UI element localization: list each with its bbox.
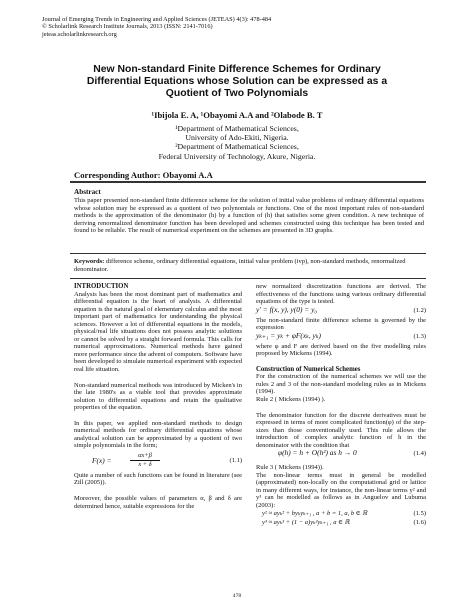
abstract-top-rule [70,181,426,183]
equation: y³ ≈ ayₖ³ + (1 − a)yₖ²yₖ₊₁ , a ∈ ℝ [262,518,350,526]
keywords [74,258,424,273]
equation-number: (1.6) [413,518,426,526]
equation-number: (1.1) [229,456,242,464]
page-number: 478 [232,593,242,599]
paragraph: Quite a number of such functions can be found in literature (see Zill (2005)). [74,471,242,487]
title-line: New Non-standard Finite Difference Schemes for Ordinary [93,64,381,75]
equation-1-1 [74,452,242,472]
equation: y² ≈ ayₖ² + byₖyₖ₊₁ , a + b = 1, a, b ∈ ℝ [262,509,368,517]
equation-1-2 [256,306,426,317]
keywords-text: difference scheme, ordinary differential equations, initial value problem (ivp), non-standard methods, renormalized denominator. [74,258,406,273]
eq-denominator: x + δ [138,460,152,468]
rule-label: Rule 3 ( Mickens (1994)). [256,464,324,472]
equation-1-3 [256,332,426,343]
keywords-label: Keywords: [74,258,105,265]
journal-header [42,16,442,38]
equation-number: (1.3) [413,332,426,340]
title-line: Quotient of Two Polynomials [165,88,309,99]
equation-1-6 [256,519,426,528]
paragraph: The denominator function for the discrete derivatives must be expressed in terms of more complicated function(φ) of the step-sizes than those conventionally used. This rule allows the introduction of complex analytic function of h in the denominator with the condition that [256,411,426,449]
section-heading: INTRODUCTION [74,283,129,290]
equation-number: (1.4) [413,450,426,458]
paragraph: new normalized discretization functions are derived. The effectiveness of the functions using various ordinary differential equations of the type is tested. [256,283,426,306]
paper-title [50,64,424,100]
left-column [74,283,242,510]
paragraph: where φ and F are derived based on the five modelling rules proposed by Mickens (1994). [256,342,426,358]
paragraph: Non-standard numerical methods was introduced by Micken's in the late 1980's as a viable tool that provides approximate solution to differential equations and retain the qualitative properties of the equation. [74,381,242,412]
abstract-heading: Abstract [74,188,101,196]
paragraph: The non-standard finite difference scheme is governed by the expression [256,316,426,332]
affiliation-block [60,124,414,161]
paragraph: For the construction of the numerical schemes we will use the rules 2 and 3 of the non-standard modeling rules as in Mickens (1994). [256,373,426,396]
equation-1-4 [256,449,426,460]
eq-fraction [130,452,160,469]
rule-label: Rule 2 ( Mickens (1994) ). [256,396,326,404]
equation-number: (1.2) [413,306,426,314]
equation-number: (1.5) [413,509,426,517]
abstract-text: This paper presented non-standard finite difference scheme for the solution of initial value problems of ordinary differential equations whose solution may be expressed as a quotient of two polynomials or functions. One of the most important rules of non-standard methods is the approximation of the denominator (h) by a function of (h) that satisfies some given condition. A new technique of deriving renormalized denominator function has been developed and schemes constructed using this technique has been tested and found to be reliable. The result of numerical experiment on the schemes are presented in 3D graphs. [74,197,424,235]
equation: y′ = f(x, y), y(0) = y₀ [256,304,317,314]
paragraph: In this paper, we applied non-standard methods to design numerical methods for ordinary differential equations whose analytical solution can be approximated by a quotient of two simple polynomials in the form; [74,419,242,450]
title-line: Differential Equations whose Solution can be expressed as a [86,76,388,87]
paragraph: Moreover, the possible values of parameters α, β and δ are determined hence, suitable expressions for the [74,495,242,510]
paragraph: Analysis has been the most dominant part of mathematics and differential equation is the heart of analysis. A differential equation is the natural goal of elementary calculus and the most important part of mathematics for understanding the physical sciences. However a lot of differential equations in the models, physical/real life situations does not possess analytic solutions or cannot be solved by a straight forward formula. This calls for numerical approximations. Numerical methods have gained more performance since the advent of computers. Software have been developed to simulate numerical experiment with expected real life situation. [74,290,242,374]
paragraph: The non-linear terms must in general be modelled (approximated) non-locally on the computational grid or lattice in many different ways, for instance, the non-linear terms y² and y³ can be modelled as follows as in Anguelov and Lubuma (2003): [256,471,426,510]
keywords-bottom-rule [70,278,426,279]
affiliation-line: Federal University of Technology, Akure, Nigeria. [158,151,316,161]
abstract-bottom-rule [70,253,426,254]
eq-numerator: αx+β [130,452,160,461]
copyright-line: © Scholarlink Research Institute Journals, 2013 (ISSN: 2141-7016) [42,23,213,31]
equation: φ(h) = h + O(h²) as h → 0 [278,448,357,458]
site-line[interactable]: jeteas.scholarlinkresearch.org [42,30,117,38]
journal-line: Journal of Emerging Trends in Engineering and Applied Sciences (JETEAS) 4(3): 478-484 [42,16,272,23]
eq-lhs: F(x) = [92,455,112,465]
right-column [256,283,426,528]
affiliation-line: ²Department of Mathematical Sciences, [175,142,299,152]
affiliation-line: ¹Department of Mathematical Sciences, [175,124,299,133]
equation-1-5 [256,510,426,519]
author-list: ¹Ibijola E. A, ¹Obayomi A.A and ²Olabode B. T [151,110,323,120]
subsection-heading: Construction of Numerical Schemes [256,365,361,373]
affiliation-line: University of Ado-Ekiti, Nigeria. [185,133,289,143]
corresponding-author: Corresponding Author: Obayomi A.A [74,170,213,180]
equation: yₖ₊₁ = yₖ + φF(xₖ, yₖ) [256,330,321,340]
